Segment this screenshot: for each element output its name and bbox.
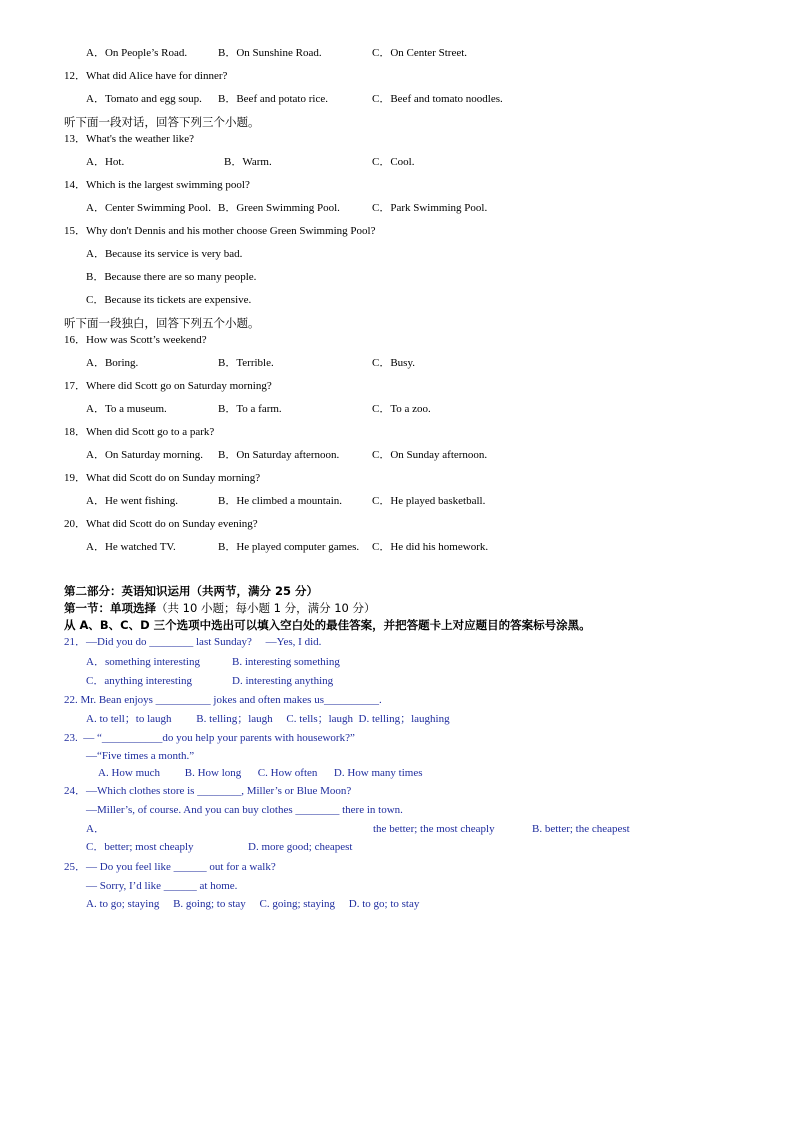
q14-option-c: C．Park Swimming Pool. — [372, 202, 488, 214]
q24-question: 24．—Which clothes store is ________, Miller’s or Blue Moon? — [64, 785, 352, 797]
q24-option-b: B. better; the cheapest — [532, 823, 630, 835]
q24-option-d: D. more good; cheapest — [248, 841, 353, 853]
q21-option-d: D. interesting anything — [232, 675, 334, 687]
dialogue-instruction: 听下面一段对话，回答下列三个小题。 — [64, 115, 260, 129]
q13-option-a: A．Hot. — [86, 156, 125, 168]
q24-option-c: C．better; most cheaply — [86, 841, 194, 853]
q16-option-b: B．Terrible. — [218, 357, 274, 369]
q11-option-a: A．On People’s Road. — [86, 47, 188, 59]
q17-option-b: B．To a farm. — [218, 403, 282, 415]
q17-option-c: C．To a zoo. — [372, 403, 431, 415]
q18-option-b: B．On Saturday afternoon. — [218, 449, 340, 461]
q17-option-a: A．To a museum. — [86, 403, 167, 415]
section1-instruction: 从 A、B、C、D 三个选项中选出可以填入空白处的最佳答案，并把答题卡上对应题目的答案标号涂黑。 — [64, 618, 591, 632]
q13-option-b: B．Warm. — [224, 156, 272, 168]
q23-options: A. How much B. How long C. How often D. How many times — [98, 767, 423, 779]
q12-question: 12．What did Alice have for dinner? — [64, 70, 228, 82]
q14-option-b: B．Green Swimming Pool. — [218, 202, 340, 214]
q22-options: A. to tell；to laugh B. telling；laugh C. tells；laugh D. telling；laughing — [86, 713, 450, 725]
q20-option-a: A．He watched TV. — [86, 541, 176, 553]
q16-question: 16．How was Scott’s weekend? — [64, 334, 207, 346]
q21-option-a: A．something interesting — [86, 656, 200, 668]
q12-option-a: A．Tomato and egg soup. — [86, 93, 202, 105]
q24-option-a-letter: A． — [86, 823, 105, 835]
q14-option-a: A．Center Swimming Pool. — [86, 202, 211, 214]
q18-option-a: A．On Saturday morning. — [86, 449, 204, 461]
q11-option-b: B．On Sunshine Road. — [218, 47, 322, 59]
q15-option-c: C．Because its tickets are expensive. — [86, 294, 252, 306]
q11-option-c: C．On Center Street. — [372, 47, 468, 59]
q15-option-a: A．Because its service is very bad. — [86, 248, 243, 260]
q18-question: 18．When did Scott go to a park? — [64, 426, 215, 438]
q14-question: 14．Which is the largest swimming pool? — [64, 179, 250, 191]
q24-reply: —Miller’s, of course. And you can buy clothes ________ there in town. — [86, 804, 403, 816]
q16-option-c: C．Busy. — [372, 357, 415, 369]
q13-option-c: C．Cool. — [372, 156, 415, 168]
q12-option-c: C．Beef and tomato noodles. — [372, 93, 503, 105]
q21-question: 21．—Did you do ________ last Sunday? —Yes, I did. — [64, 636, 322, 648]
q20-option-b: B．He played computer games. — [218, 541, 360, 553]
section1-heading — [64, 601, 376, 616]
q16-option-a: A．Boring. — [86, 357, 139, 369]
q12-option-b: B．Beef and potato rice. — [218, 93, 328, 105]
q15-option-b: B．Because there are so many people. — [86, 271, 257, 283]
q21-option-b: B. interesting something — [232, 656, 340, 668]
section1-heading-bold: 第一节：单项选择 — [64, 601, 156, 615]
q23-question: 23. — “___________do you help your parents with housework?” — [64, 732, 355, 744]
q19-option-a: A．He went fishing. — [86, 495, 178, 507]
monologue-instruction: 听下面一段独白，回答下列五个小题。 — [64, 316, 260, 330]
q23-reply: —“Five times a month.” — [86, 750, 195, 762]
q22-question: 22. Mr. Bean enjoys __________ jokes and often makes us__________. — [64, 694, 382, 706]
q19-question: 19．What did Scott do on Sunday morning? — [64, 472, 261, 484]
q13-question: 13．What's the weather like? — [64, 133, 194, 145]
section1-heading-rest: （共 10 小题；每小题 1 分，满分 10 分） — [156, 601, 376, 615]
q17-question: 17．Where did Scott go on Saturday morning? — [64, 380, 272, 392]
q18-option-c: C．On Sunday afternoon. — [372, 449, 488, 461]
part2-title: 第二部分：英语知识运用（共两节，满分 25 分） — [64, 584, 319, 598]
q25-options: A. to go; staying B. going; to stay C. going; staying D. to go; to stay — [86, 898, 420, 910]
q19-option-b: B．He climbed a mountain. — [218, 495, 343, 507]
q15-question: 15．Why don't Dennis and his mother choose Green Swimming Pool? — [64, 225, 376, 237]
q24-option-a: the better; the most cheaply — [373, 823, 495, 835]
q19-option-c: C．He played basketball. — [372, 495, 486, 507]
q20-question: 20．What did Scott do on Sunday evening? — [64, 518, 258, 530]
q20-option-c: C．He did his homework. — [372, 541, 489, 553]
q21-option-c: C．anything interesting — [86, 675, 193, 687]
q25-reply: — Sorry, I’d like ______ at home. — [86, 880, 238, 892]
q25-question: 25．— Do you feel like ______ out for a walk? — [64, 861, 276, 873]
